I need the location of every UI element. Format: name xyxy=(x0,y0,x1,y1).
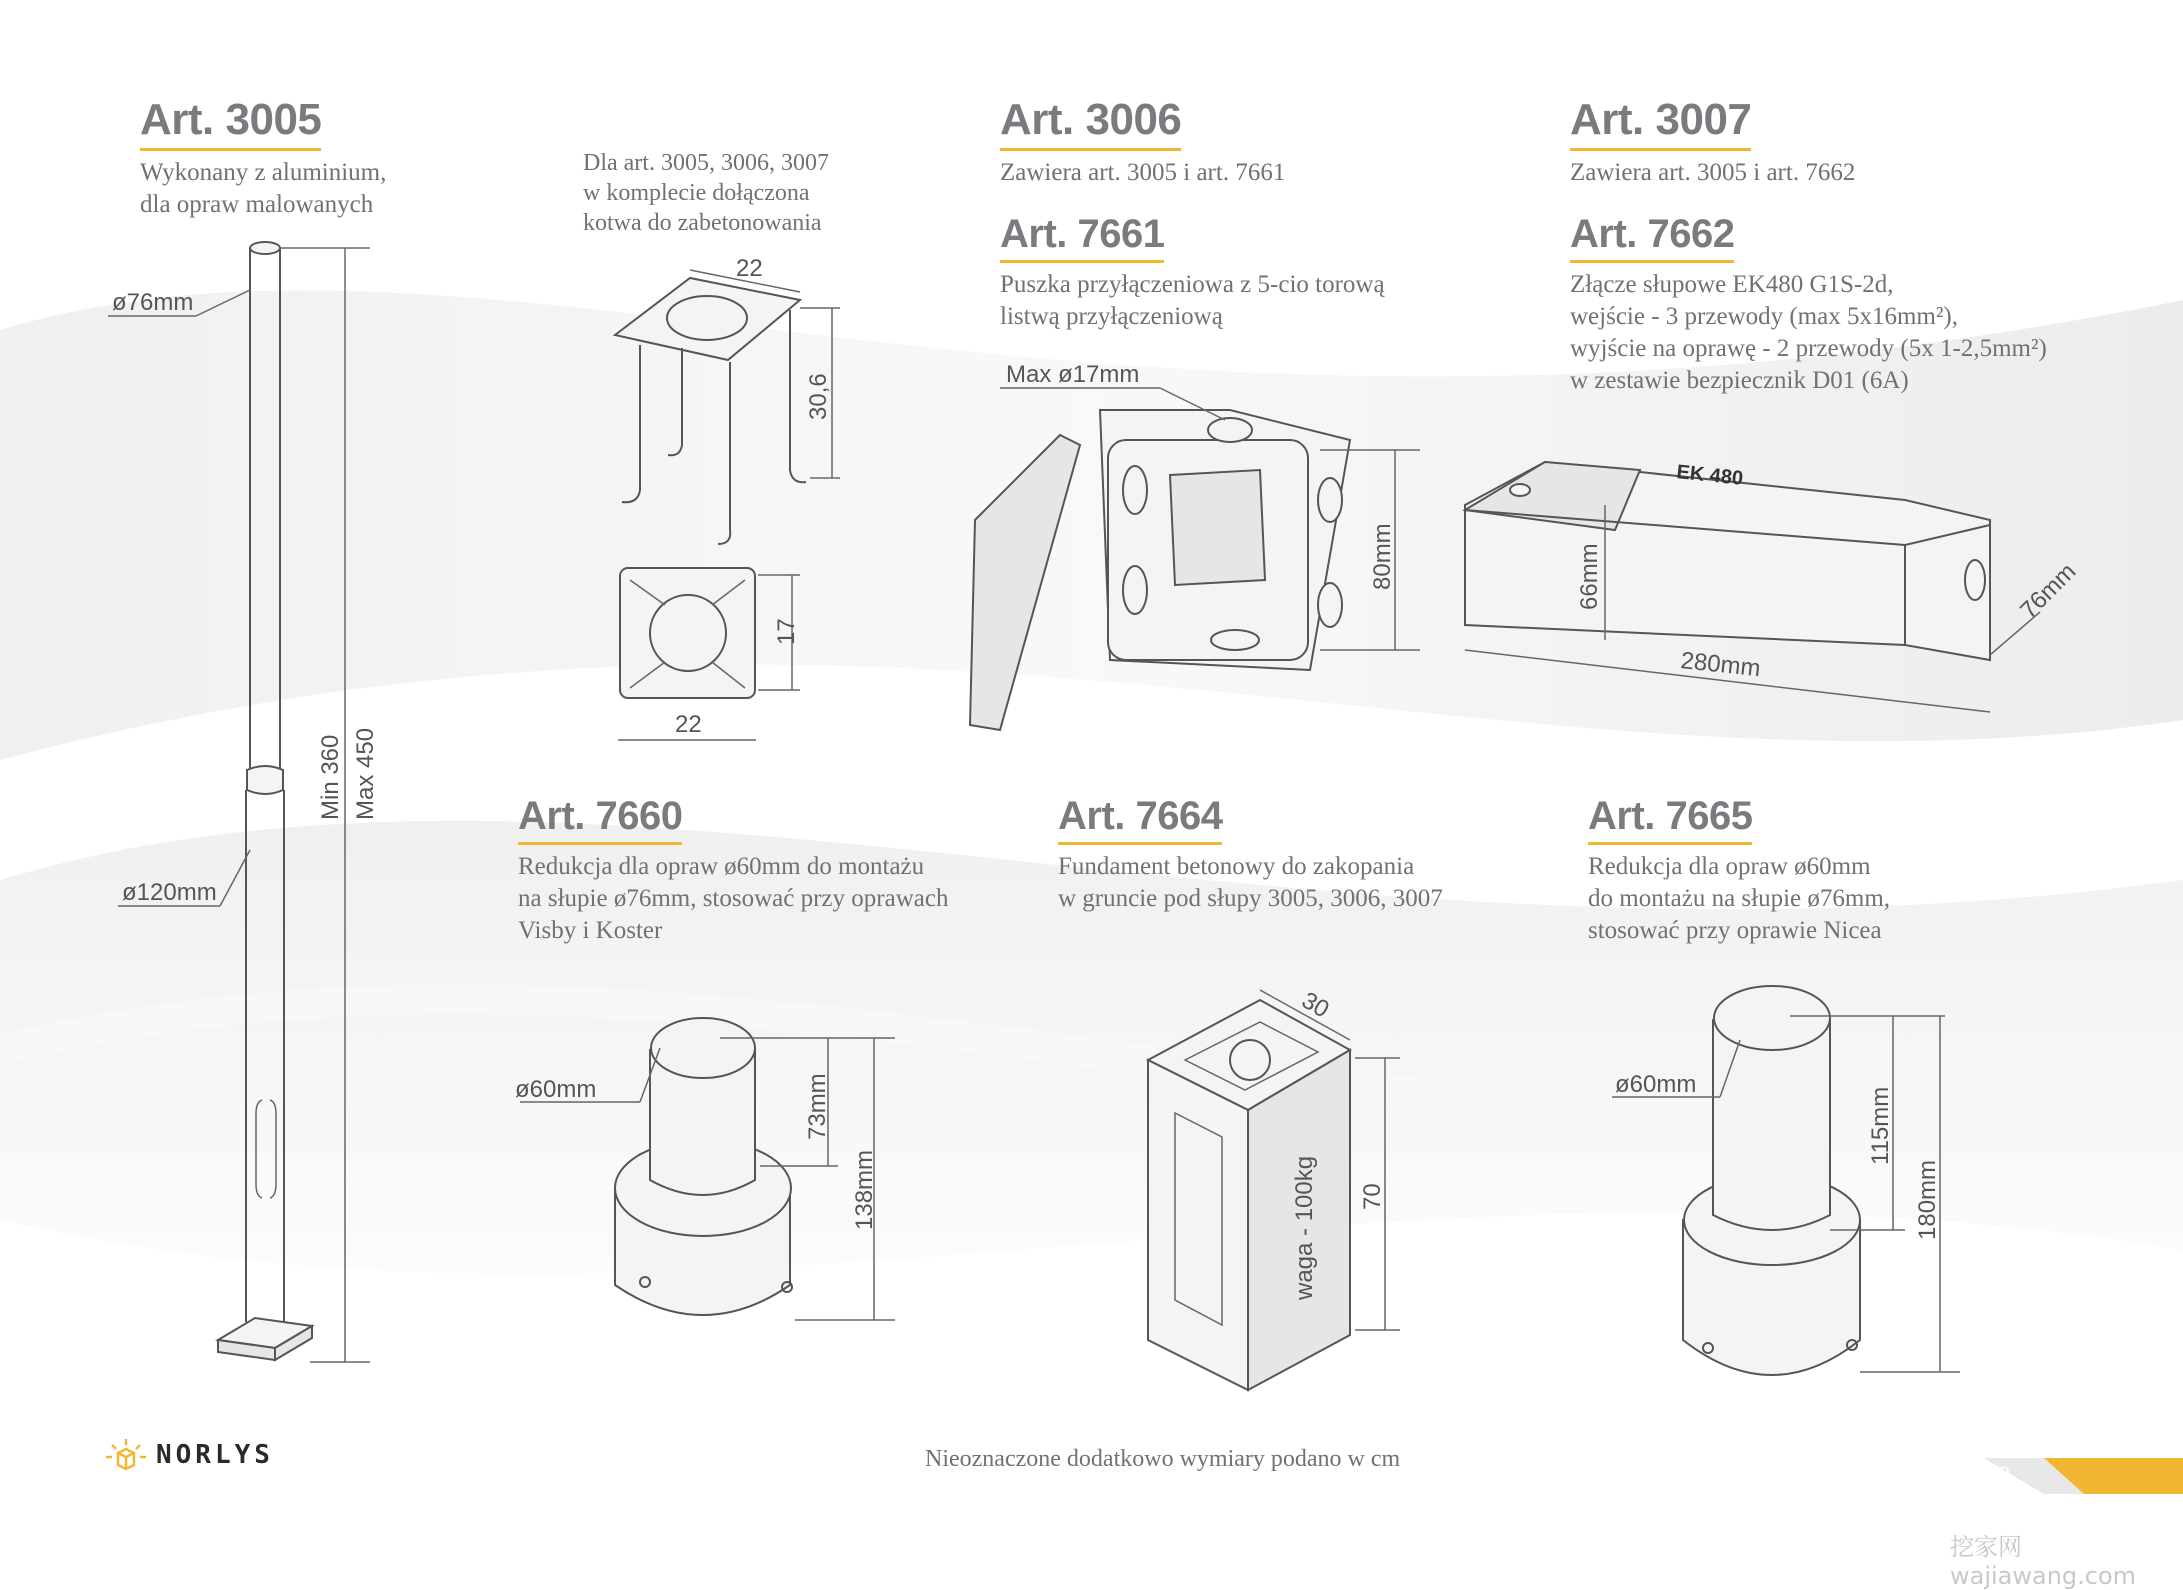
art-3006-title: Art. 3006 xyxy=(1000,98,1181,151)
art-7664-desc-line-2: w gruncie pod słupy 3005, 3006, 3007 xyxy=(1058,885,1443,912)
sun-cube-icon xyxy=(104,1437,148,1473)
footer-note: Nieoznaczone dodatkowo wymiary podano w cm xyxy=(925,1446,1401,1472)
ek480-width: 76mm xyxy=(2015,557,2082,625)
brand-logo xyxy=(104,1437,274,1473)
art-7665-title: Art. 7665 xyxy=(1588,796,1752,845)
art-3005-desc-line-2: dla opraw malowanych xyxy=(140,191,374,218)
ek480-label: EK 480 xyxy=(1675,461,1745,490)
art-7660-desc-line-2: na słupie ø76mm, stosować przy oprawach xyxy=(518,885,949,912)
foundation-height: 70 xyxy=(1359,1183,1386,1210)
art-7662-desc-line-4: w zestawie bezpiecznik D01 (6A) xyxy=(1570,367,1909,394)
art-7660-title: Art. 7660 xyxy=(518,796,682,845)
anchor-drawing xyxy=(615,270,840,740)
art-3007-desc-line-1: Zawiera art. 3005 i art. 7662 xyxy=(1570,159,1856,186)
watermark: 挖家网 wajiawang.com xyxy=(1950,1533,2137,1590)
art-3005-title: Art. 3005 xyxy=(140,98,321,151)
anchor-side: 17 xyxy=(773,618,800,645)
reducer-7665-total: 180mm xyxy=(1914,1159,1941,1240)
anchor-note-line-2: w komplecie dołączona xyxy=(583,180,810,206)
junction-box-max-diameter: Max ø17mm xyxy=(1006,361,1140,388)
art-7660-desc-line-3: Visby i Koster xyxy=(518,917,663,944)
art-3007-title: Art. 3007 xyxy=(1570,98,1751,151)
art-3006-desc-line-1: Zawiera art. 3005 i art. 7661 xyxy=(1000,159,1286,186)
art-7665-desc-line-3: stosować przy oprawie Nicea xyxy=(1588,917,1882,944)
art-7664-title: Art. 7664 xyxy=(1058,796,1222,845)
reducer-7660-upper: 73mm xyxy=(804,1073,831,1140)
junction-box-drawing xyxy=(970,388,1420,730)
page-number: 9 xyxy=(1998,1462,2011,1487)
reducer-7660-total: 138mm xyxy=(851,1149,878,1230)
pole-max-height: Max 450 xyxy=(352,727,379,820)
brand-name: NORLYS xyxy=(156,1440,274,1470)
pole-bottom-diameter: ø120mm xyxy=(122,879,217,906)
reducer-7665-upper: 115mm xyxy=(1867,1086,1894,1165)
anchor-width-top: 22 xyxy=(736,255,763,282)
art-7665-desc-line-2: do montażu na słupie ø76mm, xyxy=(1588,885,1891,912)
pole-min-height: Min 360 xyxy=(317,734,344,820)
anchor-height: 30,6 xyxy=(805,373,832,420)
anchor-note-line-3: kotwa do zabetonowania xyxy=(583,210,822,236)
anchor-note-line-1: Dla art. 3005, 3006, 3007 xyxy=(583,150,829,176)
art-7662-desc-line-2: wejście - 3 przewody (max 5x16mm²), xyxy=(1570,303,1958,330)
reducer-7660-diameter: ø60mm xyxy=(515,1076,597,1103)
junction-box-height: 80mm xyxy=(1369,523,1396,590)
art-7661-desc-line-1: Puszka przyłączeniowa z 5-cio torową xyxy=(1000,271,1385,298)
art-3005-desc-line-1: Wykonany z aluminium, xyxy=(140,159,387,186)
pole-top-diameter: ø76mm xyxy=(112,289,194,316)
ek480-height: 66mm xyxy=(1576,543,1603,610)
reducer-7665-diameter: ø60mm xyxy=(1615,1071,1697,1098)
reducer-7665-drawing xyxy=(1612,986,1960,1375)
art-7662-title: Art. 7662 xyxy=(1570,214,1734,263)
art-7661-desc-line-2: listwą przyłączeniową xyxy=(1000,303,1223,330)
art-7661-title: Art. 7661 xyxy=(1000,214,1164,263)
art-7665-desc-line-1: Redukcja dla opraw ø60mm xyxy=(1588,853,1871,880)
foundation-weight: waga - 100kg xyxy=(1291,1155,1318,1300)
art-7662-desc-line-3: wyjście na oprawę - 2 przewody (5x 1-2,5mm²) xyxy=(1570,335,2047,362)
ek480-length: 280mm xyxy=(1679,647,1762,683)
art-7662-desc-line-1: Złącze słupowe EK480 G1S-2d, xyxy=(1570,271,1894,298)
foundation-width: 30 xyxy=(1297,986,1334,1024)
anchor-width-bottom: 22 xyxy=(675,711,702,738)
reducer-7660-drawing xyxy=(520,1018,895,1320)
art-7664-desc-line-1: Fundament betonowy do zakopania xyxy=(1058,853,1415,880)
page-tab xyxy=(1984,1458,2183,1494)
art-7660-desc-line-1: Redukcja dla opraw ø60mm do montażu xyxy=(518,853,925,880)
